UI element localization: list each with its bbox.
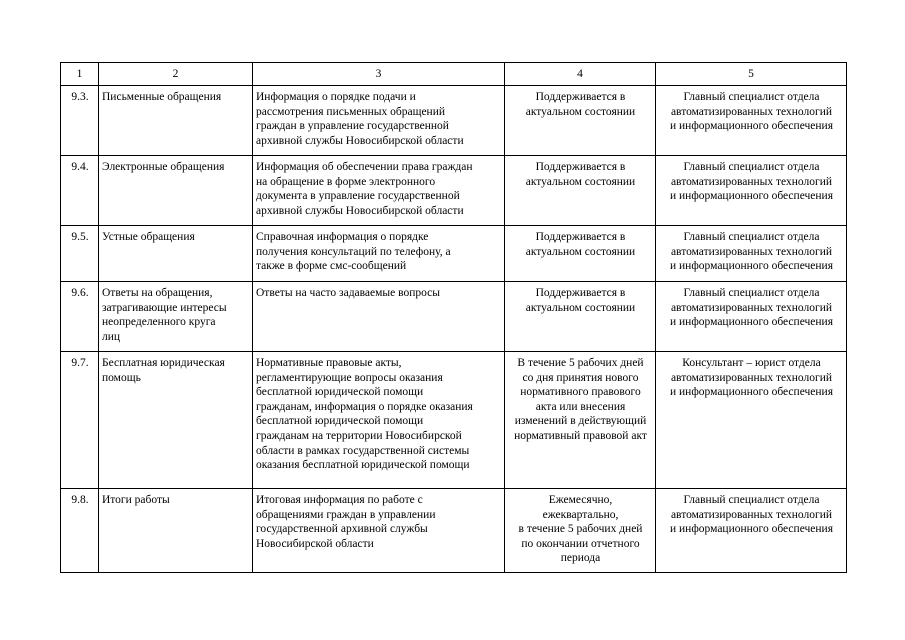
cell-line: изменений в действующий [514,415,647,428]
cell-line: оказания бесплатной юридической помощи [256,459,470,472]
cell-line: также в форме смс-сообщений [256,260,407,273]
row-number-cell: 9.8. [61,489,99,573]
section-name-cell [99,282,253,352]
cell-line: документа в управление государственной [256,190,460,203]
cell-line: государственной архивной службы [256,523,428,536]
update-term-cell [505,156,656,226]
table-row [61,86,847,156]
cell-line: периода [560,552,601,565]
cell-line: рассмотрения письменных обращений [256,105,446,118]
cell-line: Главный специалист отдела [683,161,820,173]
cell-line: автоматизированных технологий [670,371,833,384]
cell-line: бесплатной юридической помощи [256,386,424,399]
cell-line: на обращение в форме электронного [256,175,436,188]
cell-line: и информационного обеспечения [670,260,833,273]
cell-line: и информационного обеспечения [670,316,833,329]
information-cell [253,86,505,156]
cell-line: Главный специалист отдела [683,494,820,506]
responsible-cell [656,282,847,352]
cell-line: автоматизированных технологий [670,508,833,521]
cell-line: гражданам, информация о порядке оказания [256,400,473,413]
cell-line: Справочная информация о порядке [256,231,429,243]
cell-line: неопределенного круга [102,316,216,329]
header-col-1: 1 [61,63,99,86]
cell-line: Новосибирской области [256,537,374,550]
update-term-cell [505,352,656,489]
cell-line: Поддерживается в [535,161,626,173]
cell-line: Ответы на обращения, [102,287,213,299]
cell-line: Письменные обращения [102,91,222,103]
cell-line: актуальном состоянии [525,245,636,258]
cell-line: акта или внесения [535,400,626,413]
header-row [61,63,847,86]
cell-line: области в рамках государственной системы [256,444,470,457]
cell-line: Главный специалист отдела [683,287,820,299]
update-term-cell [505,282,656,352]
cell-line: актуальном состоянии [525,301,636,314]
cell-line: Главный специалист отдела [683,91,820,103]
cell-line: Итоговая информация по работе с [256,494,423,506]
section-name-cell [99,86,253,156]
table-row [61,226,847,282]
cell-line: нормативный правовой акт [514,429,647,442]
cell-line: Информация об обеспечении права граждан [256,161,473,173]
cell-line: Консультант – юрист отдела [682,357,821,369]
cell-line: автоматизированных технологий [670,245,833,258]
responsible-cell [656,86,847,156]
cell-line: Ответы на часто задаваемые вопросы [256,287,440,299]
cell-line: Главный специалист отдела [683,231,820,243]
cell-line: ежеквартально, [542,508,619,521]
row-number-cell: 9.3. [61,86,99,156]
cell-line: затрагивающие интересы [102,301,227,314]
cell-line: и информационного обеспечения [670,523,833,536]
row-number-cell: 9.5. [61,226,99,282]
cell-line: актуальном состоянии [525,105,636,118]
cell-line: Итоги работы [102,494,170,506]
table-row [61,489,847,573]
responsible-cell [656,156,847,226]
cell-line: автоматизированных технологий [670,175,833,188]
cell-line: В течение 5 рабочих дней [517,357,644,369]
section-name-cell [99,489,253,573]
information-cell [253,352,505,489]
row-number-cell: 9.6. [61,282,99,352]
cell-line: в течение 5 рабочих дней [518,523,643,536]
cell-line: граждан в управление государственной [256,120,449,133]
header-col-4: 4 [505,63,656,86]
cell-line: Ежемесячно, [548,494,613,506]
cell-line: Поддерживается в [535,231,626,243]
section-name-cell [99,226,253,282]
cell-line: получения консультаций по телефону, а [256,245,451,258]
cell-line: и информационного обеспечения [670,190,833,203]
cell-line: обращениями граждан в управлении [256,508,436,521]
cell-line: и информационного обеспечения [670,120,833,133]
information-cell [253,226,505,282]
cell-line: актуальном состоянии [525,175,636,188]
information-cell [253,282,505,352]
cell-line: лиц [102,330,121,343]
cell-line: бесплатной юридической помощи [256,415,424,428]
cell-line: помощь [102,371,141,384]
cell-line: со дня принятия нового [522,371,639,384]
cell-line: Поддерживается в [535,91,626,103]
header-col-5: 5 [656,63,847,86]
update-term-cell [505,86,656,156]
cell-line: гражданам на территории Новосибирской [256,429,462,442]
cell-line: автоматизированных технологий [670,301,833,314]
responsible-cell [656,489,847,573]
information-cell [253,489,505,573]
cell-line: автоматизированных технологий [670,105,833,118]
information-cell [253,156,505,226]
cell-line: по окончании отчетного [521,537,640,550]
cell-line: и информационного обеспечения [670,386,833,399]
cell-line: Бесплатная юридическая [102,357,225,369]
section-name-cell [99,352,253,489]
header-col-3: 3 [253,63,505,86]
header-col-2: 2 [99,63,253,86]
cell-line: Электронные обращения [102,161,225,173]
table-row [61,282,847,352]
cell-line: Нормативные правовые акты, [256,357,402,369]
table-row [61,156,847,226]
cell-line: Устные обращения [102,231,195,243]
cell-line: архивной службы Новосибирской области [256,204,464,217]
table-row [61,352,847,489]
cell-line: нормативного правового [520,386,641,399]
row-number-cell: 9.7. [61,352,99,489]
table-body [61,86,847,573]
cell-line: Поддерживается в [535,287,626,299]
responsible-cell [656,352,847,489]
update-term-cell [505,489,656,573]
row-number-cell: 9.4. [61,156,99,226]
responsible-cell [656,226,847,282]
cell-line: Информация о порядке подачи и [256,91,416,103]
update-term-cell [505,226,656,282]
information-table [60,62,847,573]
cell-line: регламентирующие вопросы оказания [256,371,443,384]
section-name-cell [99,156,253,226]
cell-line: архивной службы Новосибирской области [256,134,464,147]
